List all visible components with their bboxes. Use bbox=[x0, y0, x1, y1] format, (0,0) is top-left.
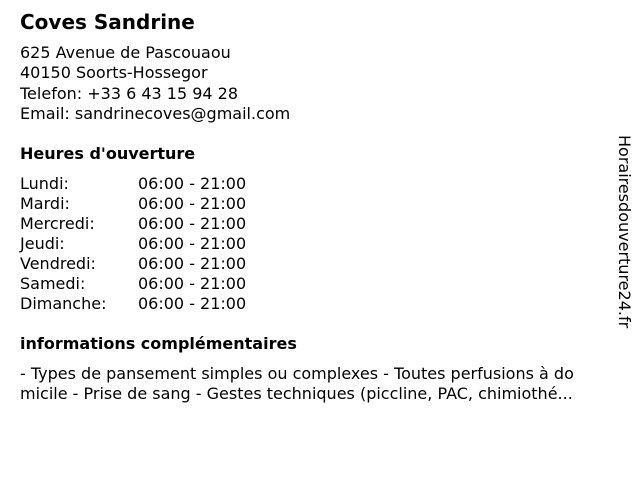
time-range: 06:00 - 21:00 bbox=[138, 294, 247, 313]
hours-row-wednesday bbox=[20, 214, 300, 234]
time-range: 06:00 - 21:00 bbox=[138, 194, 247, 213]
address-line-2: 40150 Soorts-Hossegor bbox=[20, 63, 208, 83]
day-label: Mardi: bbox=[20, 194, 70, 213]
time-range: 06:00 - 21:00 bbox=[138, 274, 247, 293]
info-line-1: - Types de pansement simples ou complexes - Toutes perfusions à do bbox=[20, 364, 574, 383]
hours-row-sunday bbox=[20, 294, 300, 314]
hours-row-tuesday bbox=[20, 194, 300, 214]
watermark-text: Horairesdouverture24.fr bbox=[615, 135, 634, 329]
contact-block bbox=[20, 43, 290, 124]
additional-info-text bbox=[20, 364, 630, 404]
hours-row-friday bbox=[20, 254, 300, 274]
day-label: Dimanche: bbox=[20, 294, 107, 313]
time-range: 06:00 - 21:00 bbox=[138, 174, 247, 193]
business-name: Coves Sandrine bbox=[20, 10, 195, 34]
phone-number: Telefon: +33 6 43 15 94 28 bbox=[20, 83, 239, 103]
hours-row-saturday bbox=[20, 274, 300, 294]
time-range: 06:00 - 21:00 bbox=[138, 214, 247, 233]
address-line-1: 625 Avenue de Pascouaou bbox=[20, 43, 231, 62]
opening-hours-heading: Heures d'ouverture bbox=[20, 144, 196, 163]
site-watermark bbox=[614, 135, 634, 345]
hours-row-thursday bbox=[20, 234, 300, 254]
day-label: Jeudi: bbox=[20, 234, 65, 253]
day-label: Vendredi: bbox=[20, 254, 96, 273]
hours-row-monday bbox=[20, 174, 300, 194]
day-label: Mercredi: bbox=[20, 214, 95, 233]
time-range: 06:00 - 21:00 bbox=[138, 234, 247, 253]
opening-hours-table bbox=[20, 174, 300, 314]
additional-info-heading: informations complémentaires bbox=[20, 334, 297, 353]
email-address: Email: sandrinecoves@gmail.com bbox=[20, 103, 291, 123]
info-line-2: micile - Prise de sang - Gestes techniques (piccline, PAC, chimiothé... bbox=[20, 384, 573, 403]
day-label: Lundi: bbox=[20, 174, 69, 193]
day-label: Samedi: bbox=[20, 274, 86, 293]
time-range: 06:00 - 21:00 bbox=[138, 254, 247, 273]
